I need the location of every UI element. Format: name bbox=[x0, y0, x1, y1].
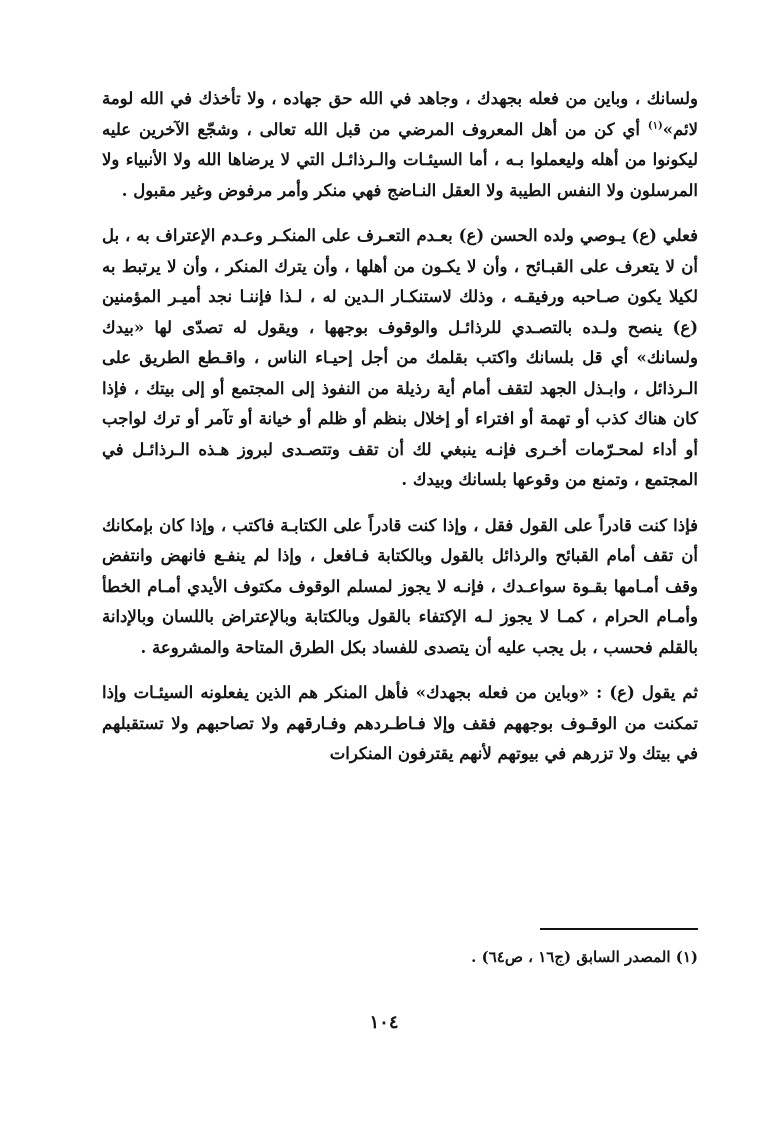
paragraph-2: فعلي (ع) يـوصي ولده الحسن (ع) بعـدم التعـرف على المنكـر وعـدم الإعتراف به ، بل أن لا يتعرف على القبـائح ، وأن لا يكـون من أهلها ، وأن يترك المنكر ، وأن لا يرتبط به لكيلا يكون صـاحبه ورفيقـه ، وذلك لاستنكـار الـدين له ، لـذا فإننـا نجد أميـر المؤمنين (ع) ينصح ولـده بالتصـدي للرذائـل والوقوف بوجهها ، ويقول له تصدّى لها «بيدك ولسانك» أي قل بلسانك واكتب بقلمك من أجل إحيـاء الناس ، واقـطع الطريق على الـرذائل ، وابـذل الجهد لتقف أمام أية رذيلة من النفوذ إلى المجتمع أو إلى بيتك ، فإذا كان هناك كذب أو تهمة أو افتراء أو إخلال بنظم أو ظلم أو خيانة أو تآمر أو ترك لواجب أو أداء لمحـرّمات أخـرى فإنـه ينبغي لك أن تقف وتتصـدى لبروز هـذه الـرذائـل في المجتمع ، وتمنع من وقوعها بلسانك وبيدك . bbox=[102, 226, 698, 489]
paragraph-1-continuation: أي كن من أهل المعروف المرضي من قبل الله تعالى ، وشجّع الآخرين عليه ليكونوا من أهله وليعملوا بـه ، أما السيئـات والـرذائـل التي لا يرضاها الله ولا الأنبياء ولا المرسلون ولا النفس الطيبة ولا العقل النـاضج فهي منكر وأمر مرفوض وغير مقبول . bbox=[102, 119, 698, 200]
paragraph-4: ثم يقول (ع) : «وباين من فعله بجهدك» فأهل المنكر هم الذين يفعلونه السيئـات وإذا تمكنت من الوقـوف بوجههم فقف وإلا فـاطـردهم وفـارقهم ولا تصاحبهم ولا تستقبلهم في بيتك ولا تزرهم في بيوتهم لأنهم يقترفون المنكرات bbox=[102, 683, 698, 763]
paragraph-1-text: ولسانك ، وباين من فعله بجهدك ، وجاهد في الله حق جهاده ، ولا تأخذك في الله لومة لائم» bbox=[102, 89, 698, 139]
main-text bbox=[102, 84, 698, 785]
paragraph-1 bbox=[102, 84, 698, 206]
footnote-reference: (١) bbox=[647, 120, 663, 131]
page-number: ١٠٤ bbox=[369, 1012, 399, 1033]
footnote: (١) المصدر السابق (ج١٦ ، ص٦٤) . bbox=[471, 948, 698, 966]
paragraph-3: فإذا كنت قادراً على القول فقل ، وإذا كنت قادراً على الكتابـة فاكتب ، وإذا كان بإمكانك أن تقف أمام القبائح والرذائل بالقول وبالكتابة فـافعل ، وإذا لم ينفـع فانهض وانتفض وقف أمـامها بقـوة سواعـدك ، فإنـه لا يجوز لمسلم الوقوف مكتوف الأيدي أمـام الخطأ وأمـام الحرام ، كمـا لا يجوز لـه الإكتفاء بالقول وبالكتابة وبالإعتراض باللسان وبالإدانة بالقلم فحسب ، بل يجب عليه أن يتصدى للفساد بكل الطرق المتاحة والمشروعة . bbox=[102, 515, 698, 657]
footnote-divider bbox=[540, 928, 698, 930]
